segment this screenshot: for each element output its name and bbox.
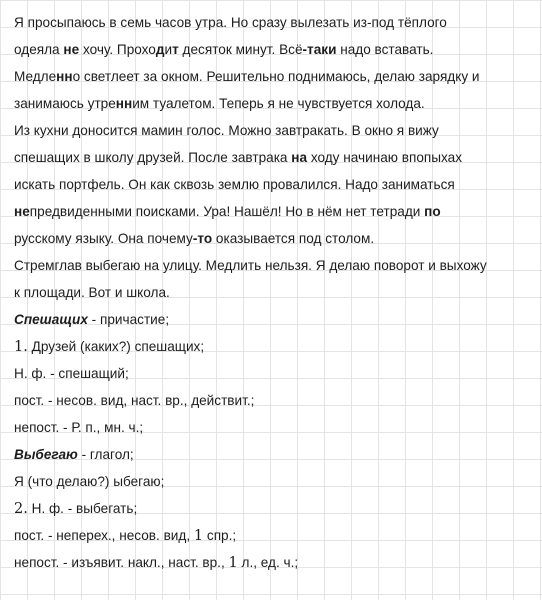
text-line-11 (14, 279, 542, 306)
highlighted-particle: -таки (302, 42, 337, 57)
text-fragment: Медле (14, 69, 57, 84)
highlighted-particle: не (63, 42, 80, 57)
analysis-line (14, 468, 542, 495)
part-of-speech: - глагол; (77, 447, 134, 462)
text-fragment: искать портфель. Он как сквозь землю провалился. Надо заниматься (14, 177, 455, 192)
text-fragment: спешащих в школу друзей. После завтрака (14, 150, 292, 165)
conjugation-number: 1 (193, 528, 204, 544)
text-fragment: о светлеет за окном. Решительно поднимаюсь, делаю зарядку и (72, 69, 480, 84)
analysis-text: спр.; (203, 528, 237, 543)
analysis-text: Я (что делаю?) ыбегаю; (14, 474, 165, 489)
text-line-5 (14, 117, 542, 144)
part-of-speech: - причастие; (87, 312, 170, 327)
text-fragment: к площади. Вот и школа. (14, 285, 170, 300)
text-fragment: Из кухни доносится мамин голос. Можно завтракать. В окно я вижу (14, 123, 439, 138)
highlighted-prefix: не (14, 204, 30, 219)
analysis-text: пост. - несов. вид, наст. вр., действит.; (14, 393, 255, 408)
highlighted-preposition: по (424, 204, 441, 219)
text-fragment: Я просыпаюсь в семь часов утра. Но сразу вылезать из-под тёплого (14, 15, 447, 30)
text-line-9 (14, 225, 542, 252)
text-line-2 (14, 36, 542, 63)
highlighted-letter: д (155, 42, 165, 57)
analysis-text: пост. - неперех., несов. вид, (14, 528, 194, 543)
text-fragment: ходу начинаю впопыхах (307, 150, 463, 165)
person-number: 1 (228, 555, 238, 571)
analyzed-word: Выбегаю (14, 447, 78, 462)
analysis-line (14, 414, 542, 441)
highlighted-letter: т (172, 42, 179, 57)
text-fragment: и (164, 42, 173, 57)
text-fragment: надо вставать. (336, 42, 434, 57)
text-line-3 (14, 63, 542, 90)
analysis-heading-verb (14, 441, 542, 468)
analysis-line (14, 387, 542, 414)
text-fragment: Стремглав выбегаю на улицу. Медлить нельзя. Я делаю поворот и выхожу (14, 258, 487, 273)
analysis-line (14, 495, 542, 522)
highlighted-letters: нн (115, 96, 133, 111)
analysis-text: Н. ф. - спешащий; (14, 366, 129, 381)
step-number: 1. (14, 339, 28, 355)
analysis-line (14, 333, 542, 360)
analysis-heading-participle (14, 306, 542, 333)
text-line-10 (14, 252, 542, 279)
analysis-text: л., ед. ч.; (237, 555, 299, 570)
analysis-text: Друзей (каких?) спешащих; (27, 339, 205, 354)
text-line-7 (14, 171, 542, 198)
step-number: 2. (14, 501, 28, 517)
text-fragment: оказывается под столом. (212, 231, 375, 246)
text-line-4 (14, 90, 542, 117)
text-fragment: хочу. Прохо (79, 42, 156, 57)
text-line-6 (14, 144, 542, 171)
analyzed-word: Спешащих (14, 312, 88, 327)
text-fragment: предвиденными поисками. Ура! Нашёл! Но в нём нет тетради (29, 204, 425, 219)
text-line-8 (14, 198, 542, 225)
highlighted-preposition: на (291, 150, 308, 165)
highlighted-letters: нн (56, 69, 73, 84)
text-fragment: десяток минут. Всё (178, 42, 303, 57)
text-fragment: одеяла (14, 42, 64, 57)
text-fragment: занимаюсь утре (14, 96, 116, 111)
text-line-1 (14, 9, 542, 36)
analysis-line (14, 360, 542, 387)
highlighted-particle: -то (192, 231, 213, 246)
analysis-line (14, 522, 542, 549)
analysis-text: непост. - изъявит. накл., наст. вр., (14, 555, 229, 570)
text-fragment: русскому языку. Она почему (14, 231, 193, 246)
analysis-text: непост. - Р. п., мн. ч.; (14, 420, 144, 435)
analysis-line (14, 549, 542, 576)
text-fragment: им туалетом. Теперь я не чувствуется холода. (132, 96, 425, 111)
analysis-text: Н. ф. - выбегать; (27, 501, 138, 516)
